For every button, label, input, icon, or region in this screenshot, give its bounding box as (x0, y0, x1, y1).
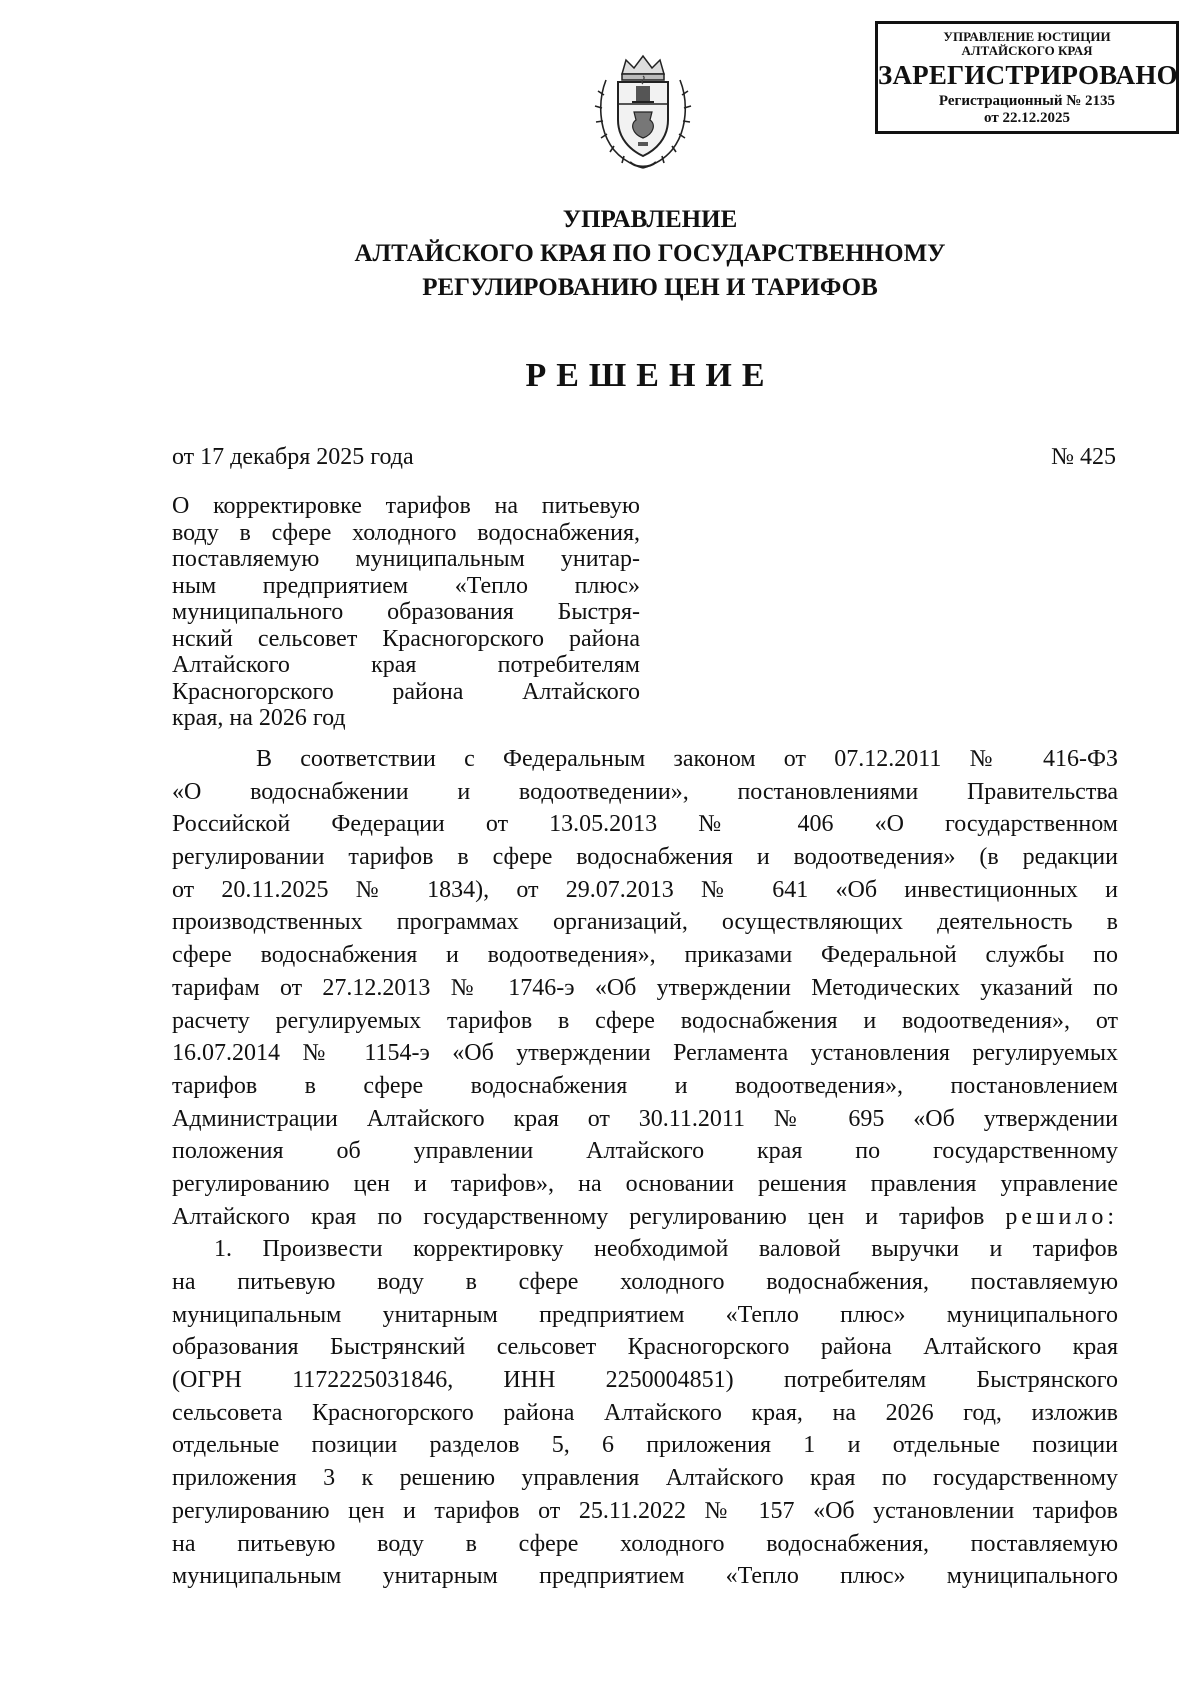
document-type-title: РЕШЕНИЕ (525, 357, 775, 394)
body-line: 1. Произвести корректировку необходимой валовой выручки и тарифов (214, 1236, 1118, 1263)
body-line: приложения 3 к решению управления Алтайского края по государственному (172, 1465, 1118, 1492)
body-line: на питьевую воду в сфере холодного водоснабжения, поставляемую (172, 1530, 1118, 1557)
org-line-2: АЛТАЙСКОГО КРАЯ ПО ГОСУДАРСТВЕННОМУ (354, 240, 946, 267)
body-line: 16.07.2014 № 1154-э «Об утверждении Регламента установления регулируемых (172, 1040, 1118, 1067)
body-line: муниципальным унитарным предприятием «Тепло плюс» муниципального (172, 1301, 1118, 1328)
subject-line: О корректировке тарифов на питьевую (172, 493, 640, 519)
body-line: (ОГРН 1172225031846, ИНН 2250004851) потребителям Быстрянского (172, 1367, 1118, 1394)
body-line: отдельные позиции разделов 5, 6 приложения 1 и отдельные позиции (172, 1432, 1118, 1459)
decided-word: решило: (1005, 1203, 1119, 1230)
stamp-authority-line1: УПРАВЛЕНИЕ ЮСТИЦИИ (943, 29, 1111, 44)
body-line: тарифам от 27.12.2013 № 1746-э «Об утверждении Методических указаний по (172, 974, 1118, 1001)
body-line: на питьевую воду в сфере холодного водоснабжения, поставляемую (172, 1269, 1118, 1295)
body-line: тарифов в сфере водоснабжения и водоотведения», постановлением (172, 1072, 1118, 1099)
subject-line: края, на 2026 год (172, 705, 346, 731)
org-line-1: УПРАВЛЕНИЕ (562, 206, 738, 233)
subject-line: воду в сфере холодного водоснабжения, (172, 519, 640, 546)
stamp-reg-number: Регистрационный № 2135 (938, 93, 1116, 110)
subject-line: муниципального образования Быстря- (172, 599, 640, 625)
subject-line: Красногорского района Алтайского (172, 678, 640, 705)
document-body (172, 743, 1118, 1593)
subject-line: ным предприятием «Тепло плюс» (172, 572, 640, 599)
organization-header (170, 203, 1130, 305)
body-line: муниципальным унитарным предприятием «Тепло плюс» муниципального (172, 1563, 1118, 1590)
body-line: сфере водоснабжения и водоотведения», приказами Федеральной службы по (172, 942, 1118, 969)
body-line: расчету регулируемых тарифов в сфере водоснабжения и водоотведения», от (172, 1007, 1118, 1034)
body-line: регулировании тарифов в сфере водоснабжения и водоотведения» (в редакции (172, 844, 1118, 871)
body-line: «О водоснабжении и водоотведении», постановлениями Правительства (172, 778, 1118, 805)
body-line: сельсовета Красногорского района Алтайского края, на 2026 год, изложив (172, 1399, 1118, 1426)
subject-line: поставляемую муниципальным унитар- (172, 546, 640, 572)
body-line: положения об управлении Алтайского края по государственному (172, 1138, 1118, 1165)
body-line-text: Алтайского края по государственному регулированию цен и тарифов (172, 1203, 985, 1230)
org-line-3: РЕГУЛИРОВАНИЮ ЦЕН И ТАРИФОВ (422, 274, 878, 301)
document-date: от 17 декабря 2025 года (172, 444, 414, 470)
coat-of-arms-emblem (592, 50, 694, 172)
body-line: Российской Федерации от 13.05.2013 № 406 «О государственном (172, 811, 1118, 838)
body-line: регулированию цен и тарифов», на основании решения правления управление (172, 1170, 1118, 1197)
subject-line: нский сельсовет Красногорского района (172, 625, 640, 652)
body-line: от 20.11.2025 № 1834), от 29.07.2013 № 641 «Об инвестиционных и (172, 876, 1118, 903)
stamp-status: ЗАРЕГИСТРИРОВАНО (878, 59, 1178, 90)
body-line: Администрации Алтайского края от 30.11.2011 № 695 «Об утверждении (172, 1105, 1118, 1132)
stamp-authority-line2: АЛТАЙСКОГО КРАЯ (961, 43, 1093, 59)
body-line-decision (172, 1201, 1118, 1234)
body-line: регулированию цен и тарифов от 25.11.2022 № 157 «Об установлении тарифов (172, 1497, 1118, 1524)
document-number: № 425 (1051, 444, 1116, 470)
stamp-reg-date: от 22.12.2025 (984, 109, 1070, 126)
document-subject (172, 493, 640, 732)
body-line: В соответствии с Федеральным законом от 07.12.2011 № 416-ФЗ (256, 746, 1118, 772)
body-line: образования Быстрянский сельсовет Красногорского района Алтайского края (172, 1334, 1118, 1361)
subject-line: Алтайского края потребителям (172, 652, 640, 678)
body-line: производственных программах организаций, осуществляющих деятельность в (172, 909, 1118, 936)
registration-stamp (875, 21, 1179, 134)
